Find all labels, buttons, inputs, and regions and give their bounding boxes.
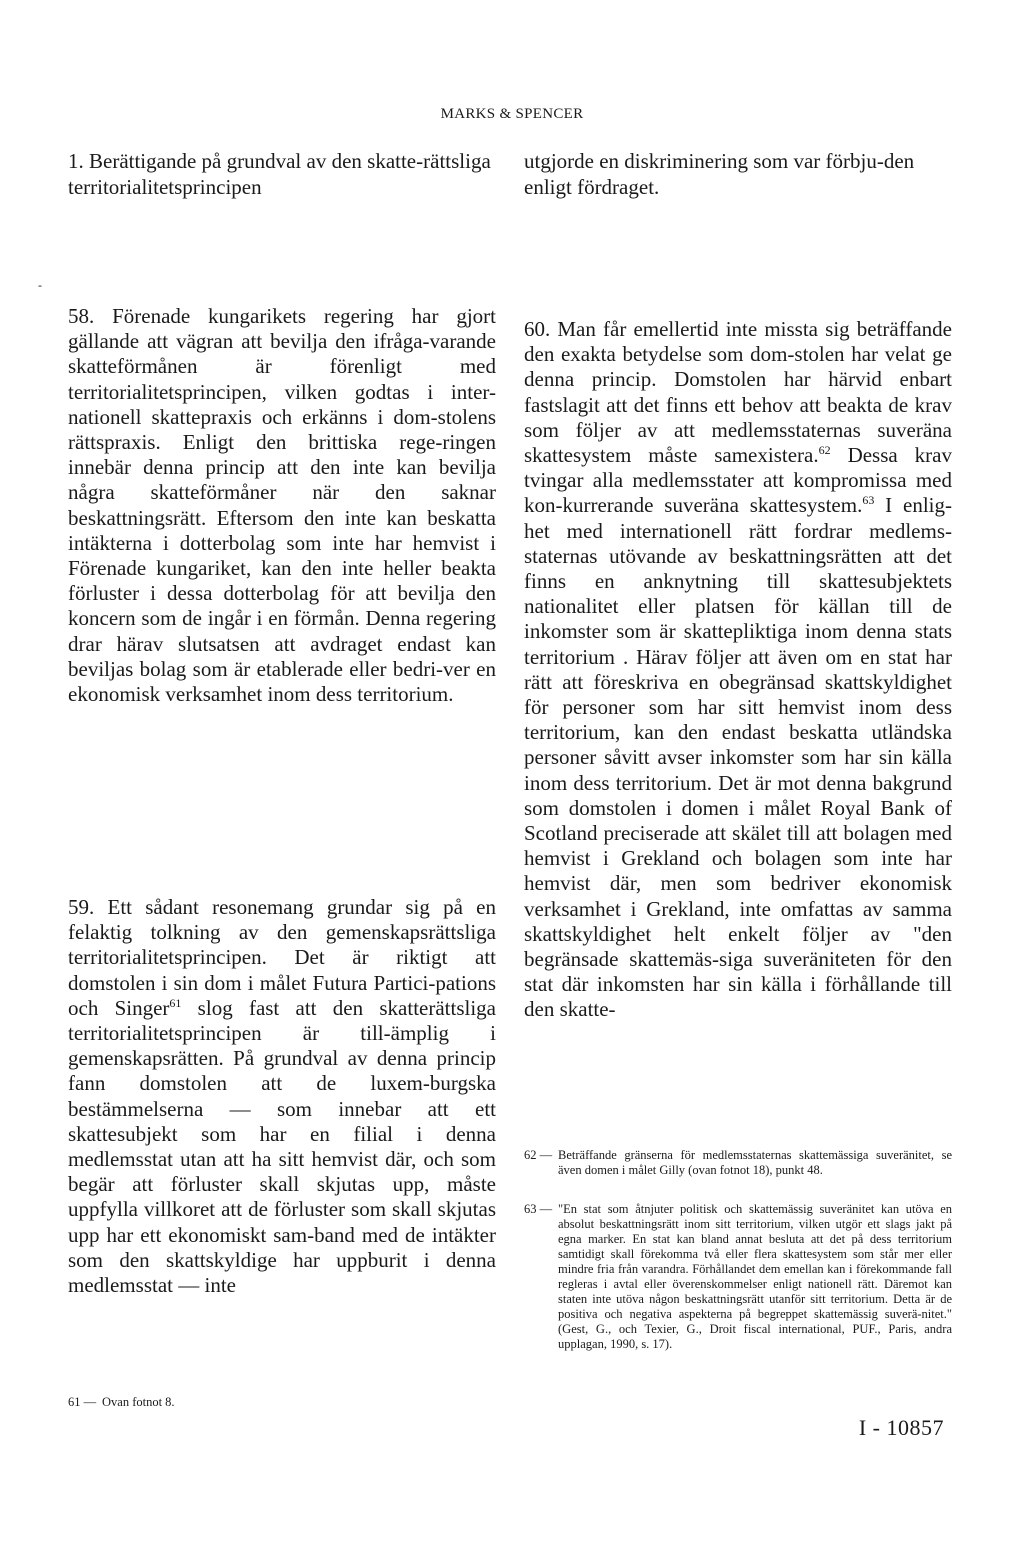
footnote-63-text: "En stat som åtnjuter politisk och skattemässig suveränitet kan utöva en absolut beskattningsrätt inom sitt territorium, vilken utgör ett slags jakt på egna marker. En stat kan bland annat besluta att det på dess territorium samtidigt skall förekomma två eller flera skattesystem som står mer eller mindre fria från varandra. Förhållandet dem emellan kan i förekommande fall regleras i avtal eller överenskommelser enligt nationell rätt. Däremot kan staten inte utöva någon beskattningsrätt utanför sitt territorium. Detta är de positiva och negativa aspekterna på begreppet skattemässig suverä-nitet." (Gest, G., och Texier, G., Droit fiscal international, PUF., Paris, andra upplagan, 1990, s. 17). [558,1202,952,1351]
footnote-ref-63[interactable]: 63 [862,493,875,508]
footnote-62-number: 62 — [524,1148,553,1162]
footnote-62 [524,1148,952,1178]
footnote-ref-61[interactable]: 61 [169,995,182,1010]
paragraph-60-text-1: 60. Man får emellertid inte missta sig beträffande den exakta betydelse som dom-stolen har velat ge denna princip. Domstolen har härvid enbart fastslagit att det finns ett behov att beakta de krav som följer av att medlemsstaternas suveräna skattesystem måste samexistera. [524,317,952,468]
footnote-63-number: 63 — [524,1202,553,1216]
paragraph-59 [68,895,496,1298]
paragraph-59-text-1: 59. Ett sådant resonemang grundar sig på en felaktig tolkning av den gemenskapsrättsliga territorialitetsprincipen. Det är riktigt att domstolen i sin dom i målet Futura Partici-pations och Singer [68,895,496,1020]
footnote-ref-62[interactable]: 62 [818,443,831,458]
footnote-61-number: 61 — [68,1395,97,1409]
section-heading: 1. Berättigande på grundval av den skatte-rättsliga territorialitetsprincipen [68,149,491,199]
footnote-61 [68,1395,496,1410]
paragraph-58: 58. Förenade kungarikets regering har gjort gällande att vägran att bevilja den ifråga-varande skatteförmånen är förenligt med territorialitetsprincipen, vilken godtas i inter-nationell skattepraxis och erkänns i dom-stolens rättspraxis. Enligt den brittiska rege-ringen innebär denna princip att den inte kan bevilja några skatteförmåner när den saknar beskattningsrätt. Eftersom den inte kan beskatta intäkterna i dotterbolag som inte har hemvist i Förenade kungariket, kan den inte heller beakta förluster i dessa dotterbolag för att bevilja den koncern som de ingår i en förmån. Denna regering drar härav slutsatsen att avdraget endast kan beviljas bolag som är etablerade eller bedri-ver en ekonomisk verksamhet inom dess territorium. [68,304,496,707]
page-number: I - 10857 [858,1415,944,1440]
stray-mark: - [38,278,42,292]
continued-text: utgjorde en diskriminering som var förbju-den enligt fördraget. [524,149,915,199]
running-head: MARKS & SPENCER [440,106,584,122]
footnote-63 [524,1202,952,1352]
paragraph-60-text-2: Dessa krav tvingar alla medlemsstater att kompromissa med kon-kurrerande suveräna skattesystem. [524,443,952,518]
paragraph-60-text-3: I enlig-het med internationell rätt fordrar medlems-staternas utövande av beskattningsrätten att det finns en anknytning till skattesubjektets nationalitet eller platsen för källan till de inkomster som är skattepliktiga inom denna stats territorium . Härav följer att även om en stat har rätt att föreskriva en obegränsad skattskyldighet för personer som har sitt hemvist inom dess territorium, kan den endast beskatta utländska personer såvitt avser inkomster som har sin källa inom dess territorium. Det är mot denna bakgrund som domstolen i domen i målet Royal Bank of Scotland preciserade att skälet till att bolagen med hemvist i Grekland och bolagen som inte har hemvist där, men som bedriver ekonomisk verksamhet i Grekland, inte omfattas av samma skattskyldighet helt enkelt följer av "den begränsade skattemäs-siga suveräniteten för den stat där inkomsten har sin källa i förhållande till den skatte- [524,493,952,1022]
footnote-61-text: Ovan fotnot 8. [102,1395,175,1409]
paragraph-60 [524,317,952,1023]
footnote-62-text: Beträffande gränserna för medlemsstaternas skattemässiga suveränitet, se även domen i målet Gilly (ovan fotnot 18), punkt 48. [558,1148,952,1177]
paragraph-59-text-2: slog fast att den skatterättsliga territorialitetsprincipen är till-ämplig i gemenskapsrätten. På grundval av denna princip fann domstolen att de luxem-burgska bestämmelserna — som innebar att ett skattesubjekt som har en filial i denna medlemsstat utan att ha sitt hemvist där, och som begär att förluster skall skjutas upp, måste uppfylla villkoret att de förluster som skall skjutas upp har ett ekonomiskt sam-band med de intäkter som den skattskyldige har uppburit i denna medlemsstat — inte [68,995,496,1298]
